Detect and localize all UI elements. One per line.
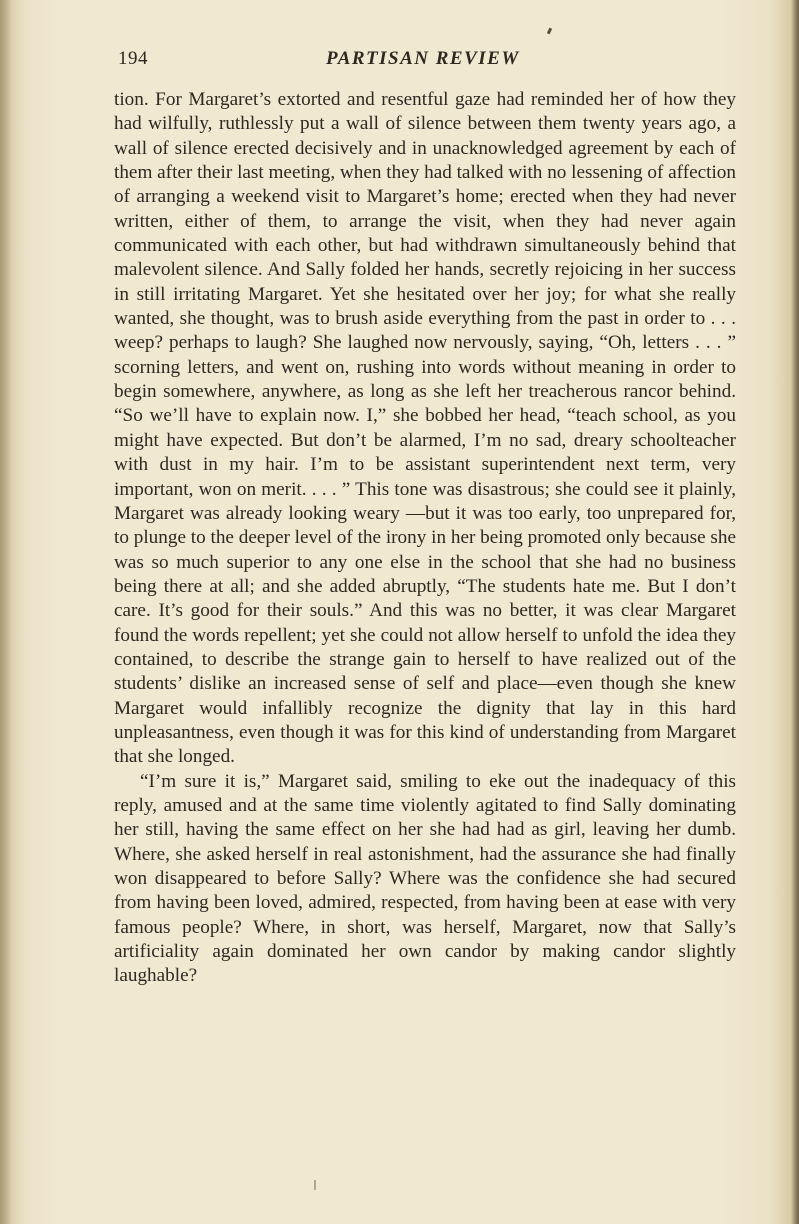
print-mark [314,1180,316,1190]
running-title: PARTISAN REVIEW [326,48,520,69]
page-number: 194 [118,48,148,69]
ink-speck [547,28,552,35]
body-text [114,88,736,989]
paragraph: “I’m sure it is,” Margaret said, smiling to eke out the inadequacy of this reply, amused and at the same time violently agitated to find Sally dominating her still, having the same effect on her she had had as girl, leaving her dumb. Where, she asked herself in real astonishment, had the assurance she had finally won disappeared to before Sally? Where was the confidence she had secured from having been loved, admired, respected, from having been at ease with very famous people? Where, in short, was herself, Margaret, now that Sally’s artificiality again dominated her own candor by making candor slightly laughable? [114,770,736,987]
paragraph-continued: tion. For Margaret’s extorted and resentful gaze had reminded her of how they had wilfully, ruthlessly put a wall of silence between them twenty years ago, a wall of silence erected decisively and in unacknowledged agreement by each of them after their last meeting, when they had talked with no lessening of affection of arranging a weekend visit to Margaret’s home; erected when they had never written, either of them, to arrange the visit, when they had never again communicated with each other, but had withdrawn simultaneously behind that malevolent silence. And Sally folded her hands, secretly rejoicing in her success in still irritating Margaret. Yet she hesitated over her joy; for what she really wanted, she thought, was to brush aside everything from the past in order to . . . weep? perhaps to laugh? She laughed now nervously, saying, “Oh, letters . . . ” scorning letters, and went on, rushing into words without meaning in order to begin somewhere, anywhere, as long as she left her treacherous rancor behind. “So we’ll have to explain now. I,” she bobbed her head, “teach school, as you might have expected. But don’t be alarmed, I’m no sad, dreary schoolteacher with dust in my hair. I’m to be assistant superintendent next term, very important, won on merit. . . . ” This tone was disastrous; she could see it plainly, Margaret was already looking weary —but it was too early, too unprepared for, to plunge to the deeper level of the irony in her being promoted only because she was so much superior to any one else in the school that she had no business being there at all; and she added abruptly, “The students hate me. But I don’t care. It’s good for their souls.” And this was no better, it was clear Margaret found the words repellent; yet she could not allow herself to unfold the idea they contained, to describe the strange gain to herself to have realized out of the students’ dislike an increased sense of self and place—even though she knew Margaret would infallibly recognize the dignity that lay in this hard unpleasantness, even though it was for this kind of understanding from Margaret that she longed. [114,89,736,768]
page-edge-shadow [791,0,799,1224]
binding-gutter-shadow [0,0,12,1224]
running-header [118,44,738,74]
